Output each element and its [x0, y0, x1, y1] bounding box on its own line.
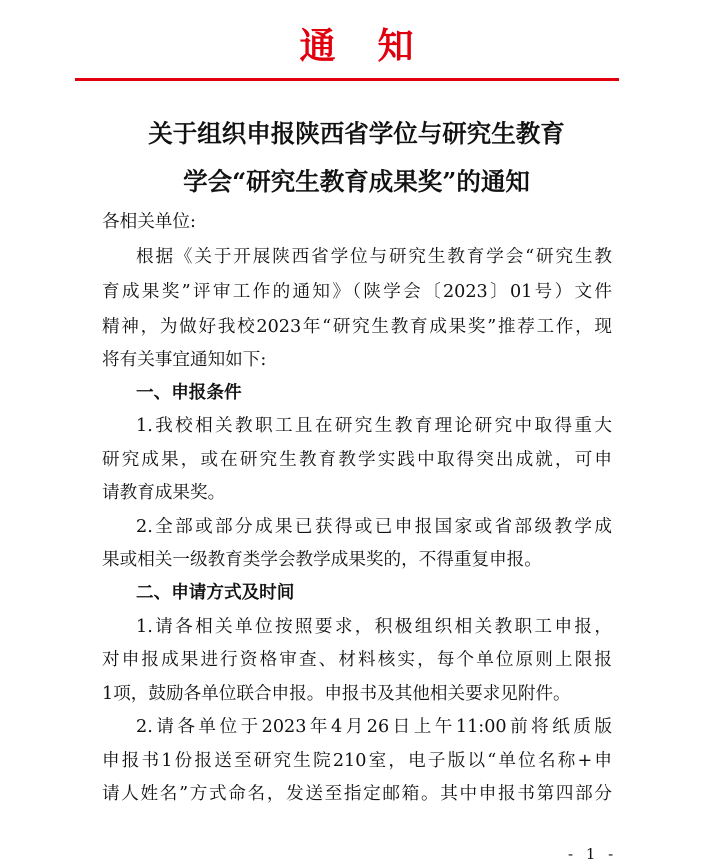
document-title — [0, 110, 713, 206]
section-2-heading: 二、申请方式及时间 — [136, 583, 295, 603]
section-2-p2-line-3: 请人姓名”方式命名，发送至指定邮箱。其中申报书第四部分 — [102, 784, 612, 804]
notice-header-title: 通知 — [299, 25, 456, 67]
salutation: 各相关单位: — [102, 212, 196, 232]
intro-line-4: 将有关事宜通知如下: — [102, 350, 267, 370]
section-2-p2-line-2: 申报书1份报送至研究生院210室，电子版以“单位名称+申 — [102, 751, 612, 771]
section-1-p1-line-1: 1.我校相关教职工且在研究生教育理论研究中取得重大 — [136, 416, 612, 436]
intro-line-2: 育成果奖”评审工作的通知》（陕学会〔2023〕01号）文件 — [102, 282, 612, 302]
section-1-p1-line-2: 研究成果，或在研究生教育教学实践中取得突出成就，可申 — [102, 450, 612, 470]
section-1-p2-line-2: 果或相关一级教育类学会教学成果奖的，不得重复申报。 — [102, 550, 542, 570]
section-1-p2-line-1: 2.全部或部分成果已获得或已申报国家或省部级教学成 — [136, 517, 612, 537]
section-1-heading: 一、申报条件 — [136, 383, 242, 403]
header-red-rule — [75, 78, 619, 81]
section-2-p1-line-3: 1项，鼓励各单位联合申报。申报书及其他相关要求见附件。 — [102, 684, 571, 704]
document-title-line-2: 学会“研究生教育成果奖”的通知 — [183, 167, 530, 196]
intro-line-3: 精神，为做好我校2023年“研究生教育成果奖”推荐工作，现 — [102, 317, 612, 337]
section-2-p1-line-2: 对申报成果进行资格审查、材料核实，每个单位原则上限报 — [102, 650, 612, 670]
section-1-p1-line-3: 请教育成果奖。 — [102, 483, 226, 503]
document-title-line-1: 关于组织申报陕西省学位与研究生教育 — [148, 119, 565, 148]
page-number: - 1 - — [568, 845, 618, 863]
section-2-p1-line-1: 1.请各相关单位按照要求，积极组织相关教职工申报， — [136, 617, 612, 637]
intro-line-1: 根据《关于开展陕西省学位与研究生教育学会“研究生教 — [136, 247, 612, 267]
section-2-p2-line-1: 2.请各单位于2023年4月26日上午11:00前将纸质版 — [136, 717, 612, 737]
